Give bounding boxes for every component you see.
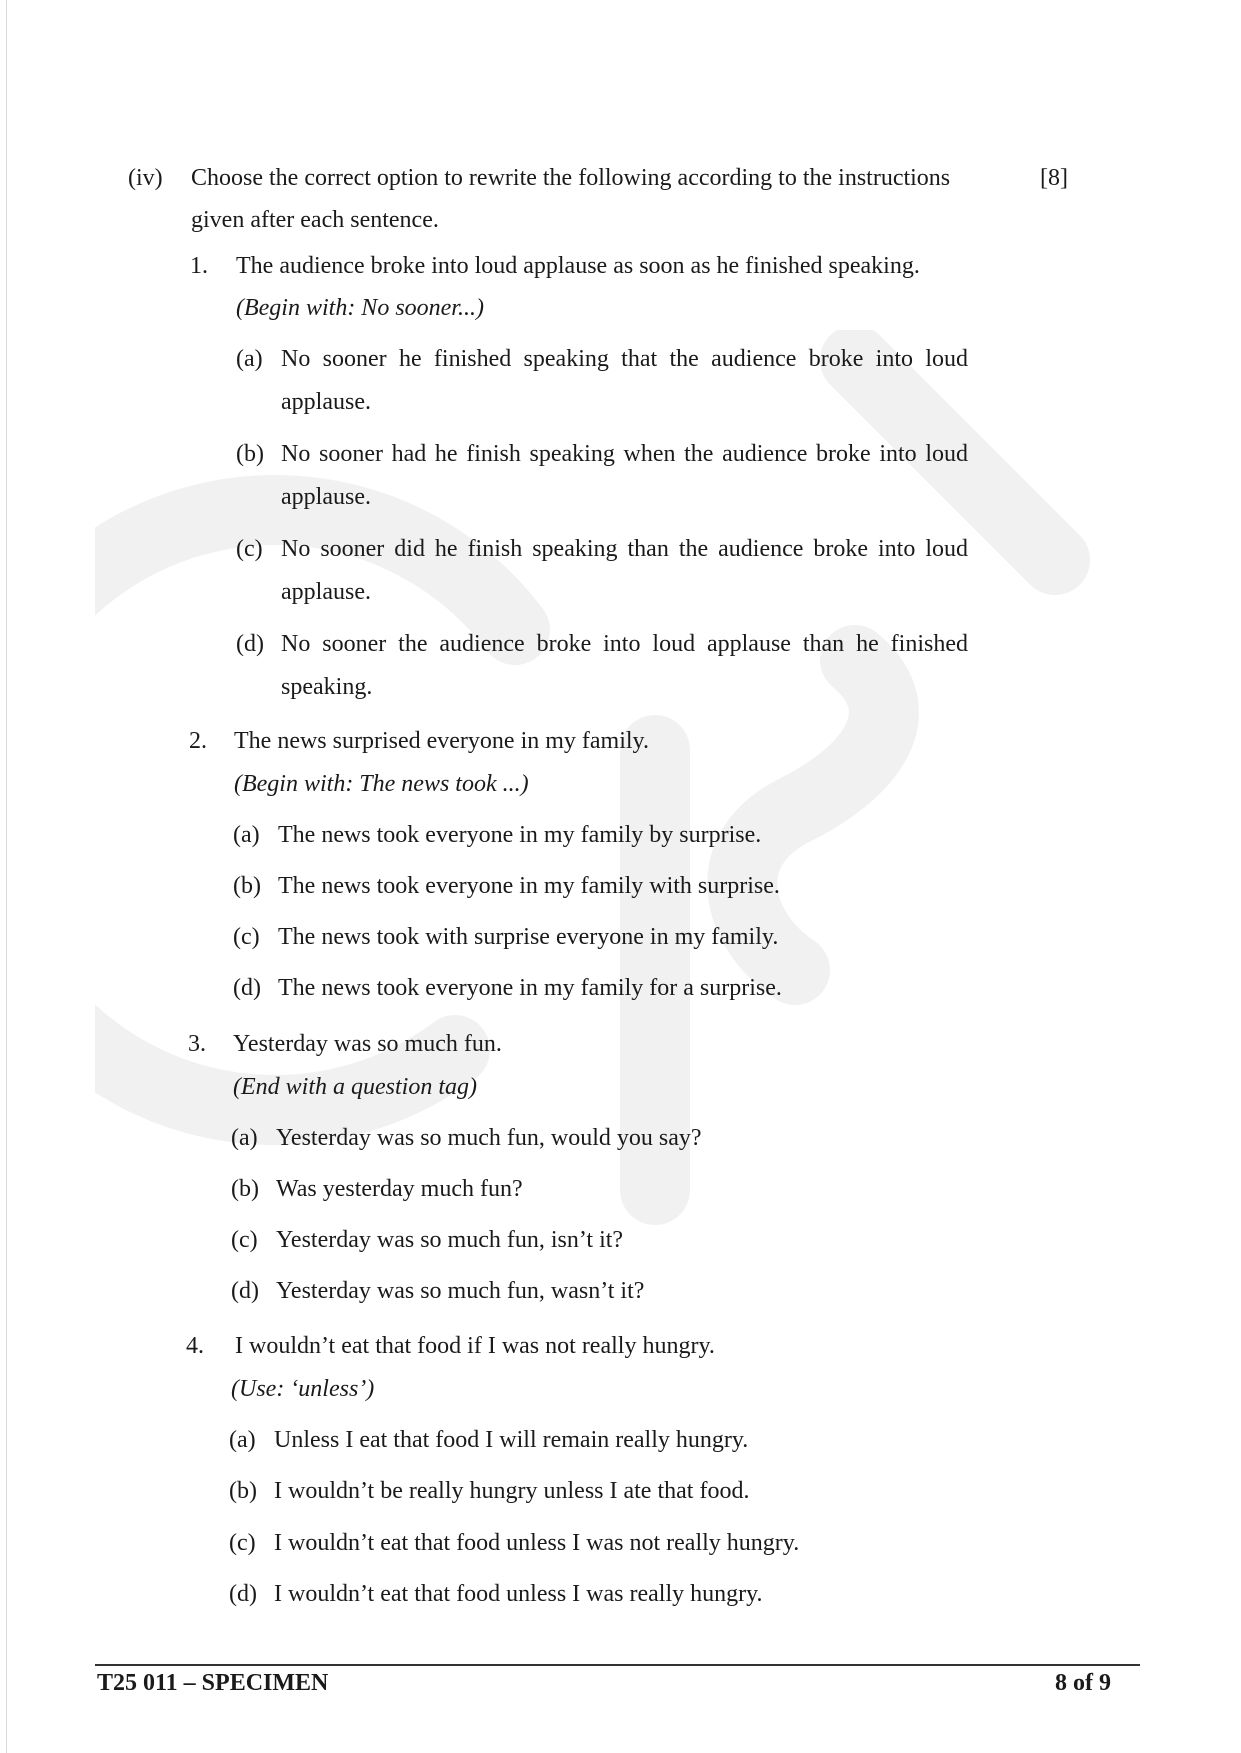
option-label: (b) [233,873,261,899]
option-text: The news took everyone in my family with surprise. [278,873,780,899]
item-sentence: The audience broke into loud applause as soon as he finished speaking. [236,253,920,279]
item-number: 1. [190,253,208,279]
item-hint: (Begin with: No sooner...) [236,295,484,321]
option-text: Yesterday was so much fun, would you say? [276,1125,702,1151]
option-text: No sooner had he finish speaking when the audience broke into loud [281,441,968,467]
instruction-line-2: given after each sentence. [191,207,439,233]
option-label: (d) [231,1278,259,1304]
option-text: I wouldn’t be really hungry unless I ate that food. [274,1478,750,1504]
option-text: The news took with surprise everyone in my family. [278,924,779,950]
page-number: 8 of 9 [1055,1670,1111,1696]
item-hint: (Begin with: The news took ...) [234,771,529,797]
option-text-continued: applause. [281,579,371,605]
option-label: (d) [233,975,261,1001]
option-text: The news took everyone in my family for a surprise. [278,975,782,1001]
item-sentence: Yesterday was so much fun. [233,1031,502,1057]
option-text: The news took everyone in my family by surprise. [278,822,762,848]
option-label: (d) [236,631,264,657]
item-number: 3. [188,1031,206,1057]
item-hint: (Use: ‘unless’) [231,1376,375,1402]
option-text: No sooner did he finish speaking than the audience broke into loud [281,536,968,562]
item-number: 2. [189,728,207,754]
option-label: (a) [236,346,263,372]
option-text: I wouldn’t eat that food unless I was really hungry. [274,1581,763,1607]
option-label: (c) [229,1530,256,1556]
option-label: (c) [231,1227,258,1253]
option-text: I wouldn’t eat that food unless I was not really hungry. [274,1530,800,1556]
option-label: (b) [236,441,264,467]
item-number: 4. [186,1333,204,1359]
instruction-line-1: Choose the correct option to rewrite the following according to the instructions [191,165,951,191]
option-text-continued: applause. [281,389,371,415]
item-sentence: The news surprised everyone in my family. [234,728,649,754]
page-edge-line [6,0,7,1753]
option-label: (c) [233,924,260,950]
question-roman-number: (iv) [128,165,163,191]
marks-label: [8] [1040,165,1068,191]
item-sentence: I wouldn’t eat that food if I was not really hungry. [235,1333,715,1359]
option-text: No sooner he finished speaking that the audience broke into loud [281,346,968,372]
option-label: (a) [229,1427,256,1453]
option-text: No sooner the audience broke into loud applause than he finished [281,631,968,657]
footer-rule [95,1664,1140,1666]
paper-code: T25 011 – SPECIMEN [97,1670,329,1696]
option-text: Was yesterday much fun? [276,1176,523,1202]
option-label: (c) [236,536,263,562]
option-label: (a) [231,1125,258,1151]
option-text-continued: applause. [281,484,371,510]
option-label: (d) [229,1581,257,1607]
option-label: (b) [229,1478,257,1504]
option-label: (a) [233,822,260,848]
option-text-continued: speaking. [281,674,373,700]
option-label: (b) [231,1176,259,1202]
option-text: Unless I eat that food I will remain really hungry. [274,1427,749,1453]
option-text: Yesterday was so much fun, isn’t it? [276,1227,624,1253]
item-hint: (End with a question tag) [233,1074,477,1100]
option-text: Yesterday was so much fun, wasn’t it? [276,1278,645,1304]
